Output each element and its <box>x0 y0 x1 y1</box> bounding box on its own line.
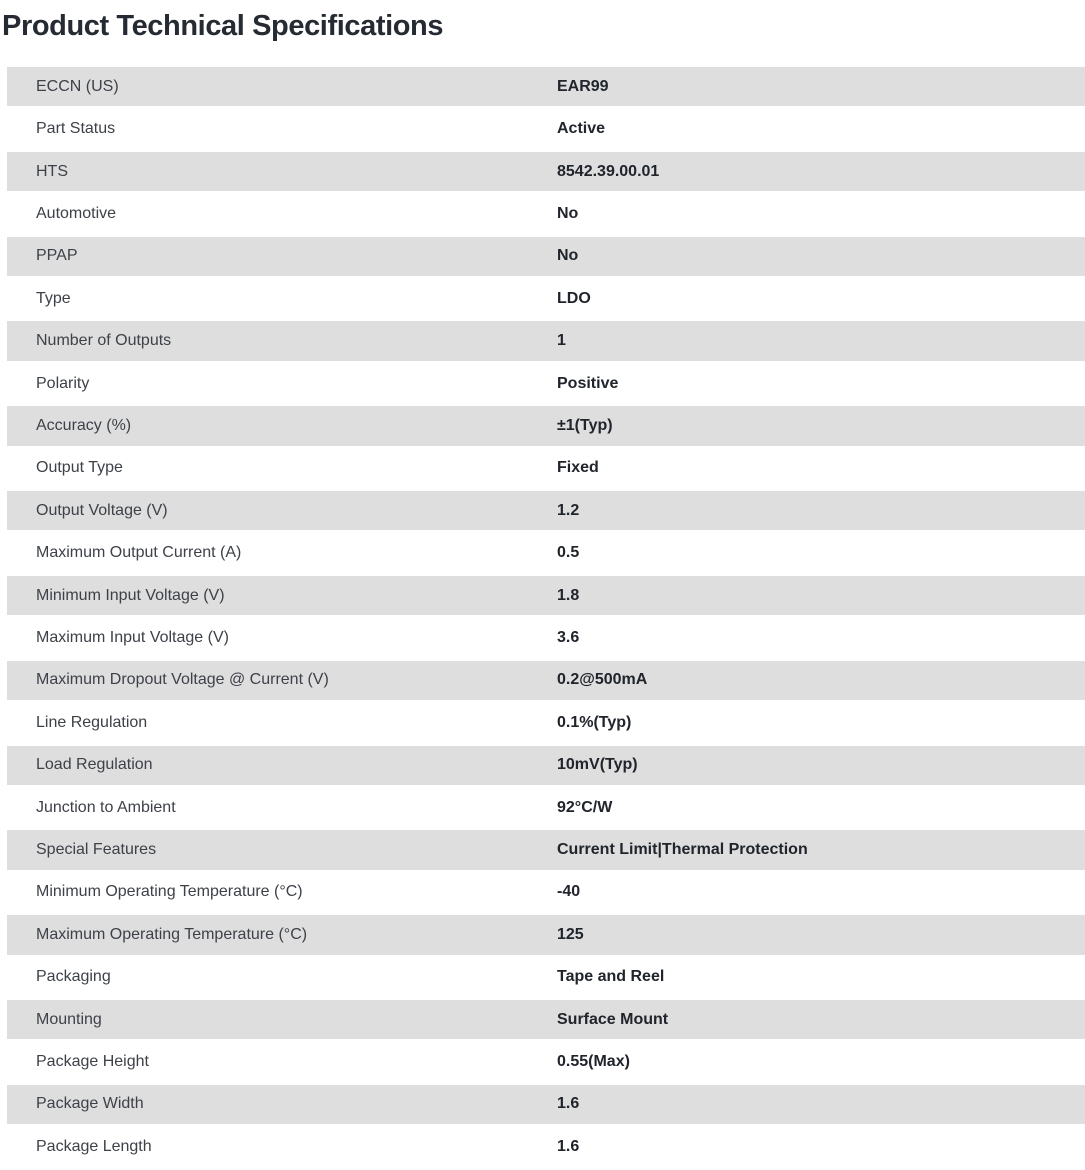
spec-value: 92°C/W <box>557 798 613 816</box>
spec-table <box>7 67 1085 1170</box>
spec-label: Special Features <box>36 841 157 859</box>
spec-label: Package Length <box>36 1137 152 1155</box>
spec-label: Load Regulation <box>36 756 153 774</box>
spec-row-ppap <box>7 237 1085 279</box>
spec-row-output-voltage <box>7 491 1085 533</box>
spec-row-max-dropout-voltage <box>7 661 1085 703</box>
spec-value: 0.55(Max) <box>557 1053 630 1071</box>
spec-row-max-input-voltage <box>7 618 1085 660</box>
spec-value: 10mV(Typ) <box>557 756 638 774</box>
spec-row-line-regulation <box>7 703 1085 745</box>
spec-value: No <box>557 204 579 222</box>
spec-value: EAR99 <box>557 77 609 95</box>
spec-row-package-width <box>7 1085 1085 1127</box>
spec-row-min-operating-temp <box>7 873 1085 915</box>
spec-value: 0.5 <box>557 544 580 562</box>
spec-value: 1.6 <box>557 1095 580 1113</box>
spec-value: 3.6 <box>557 628 580 646</box>
spec-row-load-regulation <box>7 746 1085 788</box>
spec-label: PPAP <box>36 247 78 265</box>
spec-row-type <box>7 279 1085 321</box>
spec-value: Current Limit|Thermal Protection <box>557 841 808 859</box>
spec-label: Part Status <box>36 120 116 138</box>
spec-label: Type <box>36 289 71 307</box>
spec-row-special-features <box>7 830 1085 872</box>
spec-row-part-status <box>7 109 1085 151</box>
spec-value: ±1(Typ) <box>557 416 613 434</box>
spec-label: HTS <box>36 162 68 180</box>
spec-row-package-height <box>7 1042 1085 1084</box>
spec-label: Accuracy (%) <box>36 416 132 434</box>
spec-value: Tape and Reel <box>557 968 665 986</box>
spec-value: 125 <box>557 925 584 943</box>
spec-row-package-length <box>7 1127 1085 1169</box>
spec-value: No <box>557 247 579 265</box>
spec-value: 0.1%(Typ) <box>557 713 632 731</box>
spec-row-junction-to-ambient <box>7 788 1085 830</box>
spec-label: Polarity <box>36 374 90 392</box>
spec-label: Maximum Dropout Voltage @ Current (V) <box>36 671 329 689</box>
spec-label: Minimum Operating Temperature (°C) <box>36 883 303 901</box>
spec-row-accuracy <box>7 406 1085 448</box>
spec-value: 1.8 <box>557 586 580 604</box>
spec-value: 8542.39.00.01 <box>557 162 660 180</box>
spec-value: Fixed <box>557 459 599 477</box>
spec-row-max-output-current <box>7 533 1085 575</box>
spec-row-polarity <box>7 364 1085 406</box>
spec-value: -40 <box>557 883 581 901</box>
spec-label: Junction to Ambient <box>36 798 176 816</box>
spec-label: Number of Outputs <box>36 332 172 350</box>
spec-label: Maximum Operating Temperature (°C) <box>36 925 308 943</box>
spec-label: Minimum Input Voltage (V) <box>36 586 225 604</box>
spec-row-eccn <box>7 67 1085 109</box>
spec-label: Output Voltage (V) <box>36 501 168 519</box>
spec-value: 0.2@500mA <box>557 671 648 689</box>
page-title: Product Technical Specifications <box>2 10 444 42</box>
spec-label: Package Width <box>36 1095 144 1113</box>
spec-value: 1.2 <box>557 501 580 519</box>
spec-row-hts <box>7 152 1085 194</box>
spec-label: ECCN (US) <box>36 77 119 95</box>
spec-label: Output Type <box>36 459 123 477</box>
spec-value: Positive <box>557 374 619 392</box>
spec-value: 1.6 <box>557 1137 580 1155</box>
spec-label: Maximum Input Voltage (V) <box>36 628 229 646</box>
spec-value: Surface Mount <box>557 1010 669 1028</box>
spec-label: Package Height <box>36 1053 149 1071</box>
spec-label: Packaging <box>36 968 111 986</box>
spec-row-automotive <box>7 194 1085 236</box>
spec-row-mounting <box>7 1000 1085 1042</box>
spec-row-packaging <box>7 958 1085 1000</box>
spec-row-number-of-outputs <box>7 321 1085 363</box>
spec-label: Maximum Output Current (A) <box>36 544 242 562</box>
spec-label: Mounting <box>36 1010 102 1028</box>
spec-value: 1 <box>557 332 566 350</box>
spec-value: LDO <box>557 289 591 307</box>
spec-row-min-input-voltage <box>7 576 1085 618</box>
spec-row-max-operating-temp <box>7 915 1085 957</box>
spec-label: Line Regulation <box>36 713 148 731</box>
spec-row-output-type <box>7 449 1085 491</box>
spec-label: Automotive <box>36 204 117 222</box>
spec-value: Active <box>557 120 606 138</box>
